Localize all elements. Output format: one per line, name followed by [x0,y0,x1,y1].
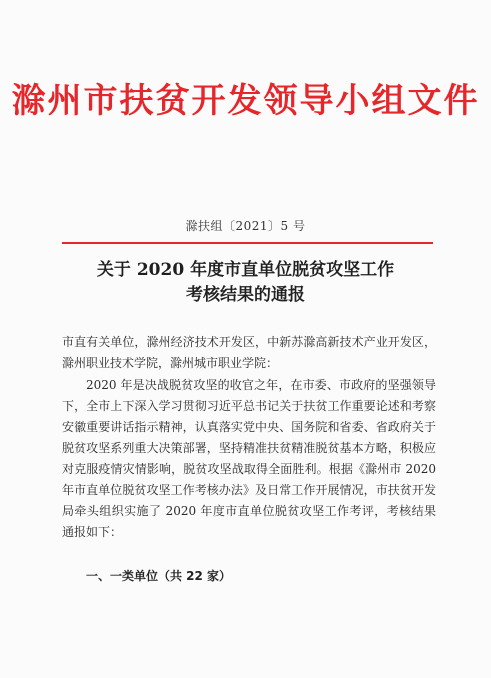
letterhead-title: 滁州市扶贫开发领导小组文件 [11,81,480,121]
body-paragraph: 2020 年是决战脱贫攻坚的收官之年，在市委、市政府的坚强领导下，全市上下深入学习贯彻习近平总书记关于扶贫工作重要论述和考察安徽重要讲话指示精神，认真落实党中央、国务院和省委、省政府关于脱贫攻坚系列重大决策部署，坚持精准扶贫精准脱贫基本方略，积极应对克服疫情灾情影响，脱贫攻坚战取得全面胜利。根据《滁州市 2020 年市直单位脱贫攻坚工作考核办法》及日常工作开展情况，市扶贫开发局牵头组织实施了 2020 年度市直单位脱贫攻坚工作考评，考核结果通报如下： [62,378,436,539]
section-heading: 一、一类单位（共 22 家） [86,569,232,583]
document-title-line-2: 考核结果的通报 [186,285,305,305]
document-number: 滁扶组〔2021〕5 号 [185,219,306,233]
red-divider-line [62,242,433,244]
document-title-line-1: 关于 2020 年度市直单位脱贫攻坚工作 [96,260,395,280]
recipients-paragraph: 市直有关单位，滁州经济技术开发区，中新苏滁高新技术产业开发区，滁州职业技术学院，滁州城市职业学院： [62,335,436,370]
